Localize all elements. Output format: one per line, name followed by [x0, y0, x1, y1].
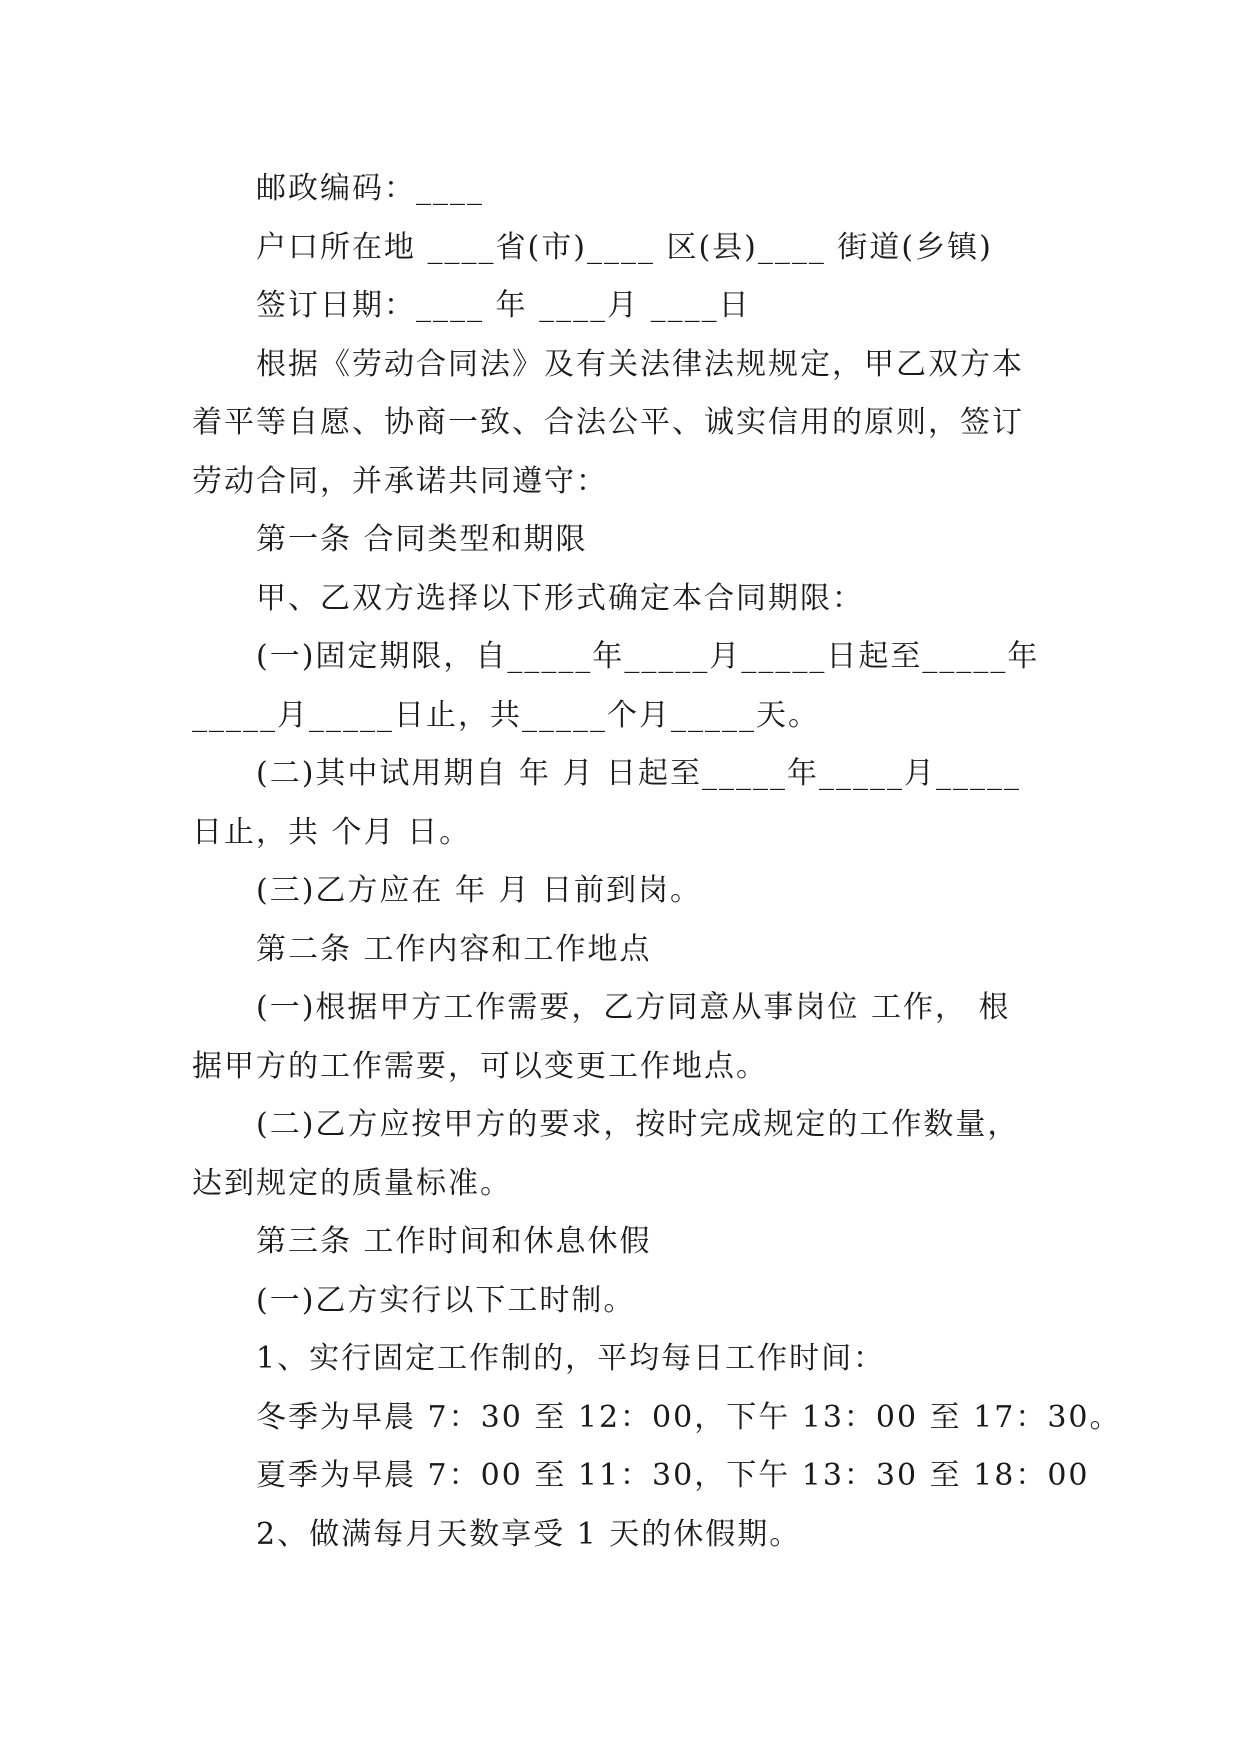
paragraph-line: 着平等自愿、协商一致、合法公平、诚实信用的原则，签订 [192, 405, 1024, 440]
article-heading: 第三条 工作时间和休息休假 [256, 1224, 652, 1259]
document-body [192, 160, 1122, 1564]
article-heading: 第一条 合同类型和期限 [256, 522, 588, 557]
clause-line: 1、实行固定工作制的，平均每日工作时间： [256, 1341, 886, 1376]
paragraph-line: 甲、乙双方选择以下形式确定本合同期限： [256, 580, 864, 616]
clause-line: 冬季为早晨 7：30 至 12：00，下午 13：00 至 17：30。 [256, 1399, 1122, 1435]
paragraph-line: 劳动合同，并承诺共同遵守： [192, 463, 608, 499]
clause-line: (二)其中试用期自 年 月 日起至_____年_____月_____ [256, 756, 1022, 791]
clause-line: (一)固定期限，自_____年_____月_____日起至_____年 [256, 639, 1040, 674]
household-registration-line: 户口所在地 ____省(市)____ 区(县)____ 街道(乡镇) [256, 229, 993, 265]
postal-code-line: 邮政编码：____ [256, 171, 484, 206]
clause-line: (一)根据甲方工作需要，乙方同意从事岗位 工作， 根 [256, 990, 1011, 1025]
signing-date-line: 签订日期：____ 年 ____月 ____日 [256, 288, 751, 323]
clause-line: 据甲方的工作需要，可以变更工作地点。 [192, 1048, 768, 1084]
clause-line: 夏季为早晨 7：00 至 11：30，下午 13：30 至 18：00 [256, 1458, 1090, 1493]
clause-line: _____月_____日止，共_____个月_____天。 [192, 697, 820, 733]
clause-line: (一)乙方实行以下工时制。 [256, 1282, 636, 1318]
paragraph-line: 根据《劳动合同法》及有关法律法规规定，甲乙双方本 [256, 346, 1024, 382]
article-heading: 第二条 工作内容和工作地点 [256, 931, 652, 967]
clause-line: 2、做满每月天数享受 1 天的休假期。 [256, 1516, 802, 1552]
clause-line: 日止，共 个月 日。 [192, 814, 472, 850]
clause-line: 达到规定的质量标准。 [192, 1165, 512, 1201]
clause-line: (三)乙方应在 年 月 日前到岗。 [256, 873, 703, 908]
clause-line: (二)乙方应按甲方的要求，按时完成规定的工作数量， [256, 1107, 1020, 1142]
